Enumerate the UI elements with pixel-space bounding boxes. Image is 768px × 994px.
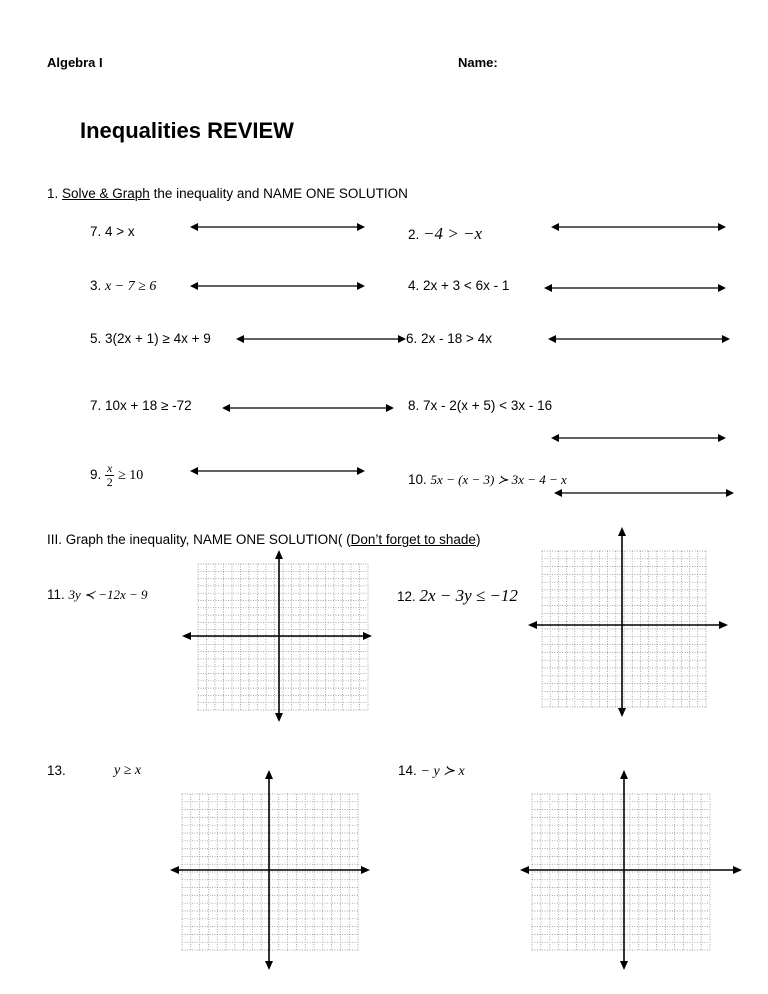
instruction-suffix: )	[475, 532, 481, 547]
instruction-prefix: 1.	[47, 186, 63, 201]
problem-expression: 5x − (x − 3) ≻ 3x − 4 − x	[430, 472, 567, 487]
x-axis-arrow-right	[363, 632, 372, 640]
x-axis-arrow-left	[182, 632, 191, 640]
problem-8	[408, 398, 552, 413]
page-title: Inequalities REVIEW	[80, 118, 294, 143]
problem-6	[406, 331, 492, 346]
number-line[interactable]	[551, 220, 726, 234]
problem-number: 2.	[408, 227, 420, 242]
coordinate-grid[interactable]	[528, 527, 728, 717]
problem-number: 6.	[406, 331, 418, 346]
problem-number: 8.	[408, 398, 420, 413]
problem-number: 7.	[90, 224, 102, 239]
problem-expression: 7x - 2(x + 5) < 3x - 16	[423, 398, 553, 413]
problem-number: 7.	[90, 398, 102, 413]
problem-5	[90, 331, 211, 346]
problem-expression: 2x + 3 < 6x - 1	[423, 278, 510, 293]
problem-13	[47, 763, 66, 778]
y-axis-arrow-top	[265, 770, 273, 779]
y-axis-arrow-bottom	[618, 708, 626, 717]
y-axis-arrow-top	[620, 770, 628, 779]
problem-11	[47, 587, 148, 603]
instruction-suffix: the inequality and NAME ONE SOLUTION	[149, 186, 408, 201]
problem-7	[90, 398, 192, 413]
problem-expression: 3(2x + 1) ≥ 4x + 9	[105, 331, 211, 346]
section2-instruction	[47, 532, 480, 547]
number-line[interactable]	[190, 220, 365, 234]
fraction-denominator: 2	[106, 475, 113, 489]
instruction-prefix: III. Graph the inequality, NAME ONE SOLUTION( (	[47, 532, 351, 547]
fraction	[105, 462, 114, 489]
name-label: Name:	[458, 55, 498, 70]
instruction-underlined: Solve & Graph	[62, 186, 150, 201]
y-axis-arrow-top	[618, 527, 626, 536]
y-axis-arrow-bottom	[275, 713, 283, 722]
number-line[interactable]	[548, 332, 730, 346]
y-axis-arrow-bottom	[620, 961, 628, 970]
problem-expression: 2x − 3y ≤ −12	[419, 586, 518, 605]
problem-number: 13.	[47, 763, 66, 778]
x-axis-arrow-left	[528, 621, 537, 629]
problem-number: 4.	[408, 278, 420, 293]
number-line[interactable]	[236, 332, 406, 346]
number-line[interactable]	[551, 431, 726, 445]
problem-number: 5.	[90, 331, 102, 346]
x-axis-arrow-left	[520, 866, 529, 874]
problem-3	[90, 278, 156, 295]
number-line[interactable]	[190, 279, 365, 293]
coordinate-grid[interactable]	[170, 770, 370, 970]
problem-number: 10.	[408, 472, 427, 487]
number-line[interactable]	[554, 486, 734, 500]
problem-expression: x − 7 ≥ 6	[105, 279, 157, 294]
x-axis-arrow-right	[719, 621, 728, 629]
problem-13-expression: y ≥ x	[114, 763, 142, 778]
instruction-underlined: Don’t forget to shade	[350, 532, 476, 547]
problem-4	[408, 278, 509, 293]
problem-1	[90, 224, 135, 239]
y-axis-arrow-bottom	[265, 961, 273, 970]
x-axis-arrow-right	[733, 866, 742, 874]
problem-expression: 2x - 18 > 4x	[421, 331, 492, 346]
y-axis-arrow-top	[275, 550, 283, 559]
problem-number: 9.	[90, 467, 102, 483]
number-line[interactable]	[544, 281, 726, 295]
problem-14	[398, 763, 465, 780]
problem-expression: −4 > −x	[423, 224, 482, 243]
problem-2	[408, 224, 482, 244]
problem-expression: ≥ 10	[118, 468, 144, 484]
problem-number: 14.	[398, 763, 417, 778]
number-line[interactable]	[190, 464, 365, 478]
problem-expression: − y ≻ x	[420, 764, 465, 779]
problem-number: 12.	[397, 589, 416, 604]
problem-expression: 4 > x	[105, 224, 135, 239]
problem-number: 3.	[90, 278, 102, 293]
x-axis-arrow-left	[170, 866, 179, 874]
problem-9	[90, 462, 143, 489]
problem-expression: 10x + 18 ≥ -72	[105, 398, 192, 413]
number-line[interactable]	[222, 401, 394, 415]
problem-number: 11.	[47, 587, 65, 602]
section1-instruction	[47, 186, 408, 201]
coordinate-grid[interactable]	[182, 550, 372, 722]
problem-expression: 3y ≺ −12x − 9	[68, 587, 148, 602]
coordinate-grid[interactable]	[520, 770, 742, 970]
fraction-numerator: x	[107, 461, 113, 475]
x-axis-arrow-right	[361, 866, 370, 874]
problem-10	[408, 472, 567, 488]
course-label: Algebra I	[47, 55, 103, 70]
problem-12	[397, 586, 518, 606]
